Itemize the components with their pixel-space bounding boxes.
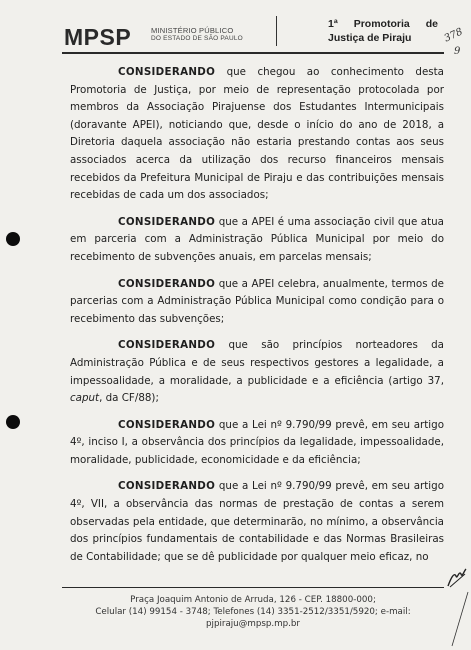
header-rule: [62, 52, 444, 54]
paragraph-4: [70, 337, 444, 407]
paragraph-lead: CONSIDERANDO: [118, 277, 216, 290]
footer-address: Praça Joaquim Antonio de Arruda, 126 - CEP. 18800-000;: [130, 595, 376, 605]
paragraph-lead: CONSIDERANDO: [118, 480, 216, 493]
paragraph-1: [70, 64, 444, 205]
promotoria-word: Promotoria: [353, 18, 410, 30]
paragraph-lead: CONSIDERANDO: [118, 66, 216, 78]
paragraph-3: [70, 276, 444, 329]
paragraph-tail: , da CF/88);: [99, 392, 159, 405]
paragraph-text: que chegou ao conhecimento desta Promotoria de Justiça, por meio de representação protocolada por membros da Associação Pirajuense dos Estudantes Intermunicipais (doravante APEI), noticiando que, desde o início do ano de 2018, a Diretoria daquela associação não estaria prestando contas aos seus associados acerca da utilização dos recurso financeiros mensais recebidos da Prefeitura Municipal de Piraju e das contribuições mensais recebidas de cada um dos associados;: [70, 66, 444, 202]
footer: [62, 594, 444, 630]
signature-initials: [445, 566, 469, 590]
footer-rule: [62, 587, 444, 588]
handwritten-page-number: 378: [442, 26, 465, 45]
handwritten-mark: 9: [454, 46, 461, 57]
paragraph-text: que a APEI é uma associação civil que atua em parceria com a Administração Pública Municipal por meio do recebimento de subvenções anuais, em parcelas mensais;: [70, 215, 444, 263]
paragraph-2: [70, 214, 444, 267]
promotoria-de: de: [425, 18, 438, 30]
paragraph-lead: CONSIDERANDO: [118, 339, 216, 352]
promotoria-city: Justiça de Piraju: [328, 32, 412, 44]
paragraph-lead: CONSIDERANDO: [118, 215, 216, 228]
footer-email: pjpiraju@mpsp.mp.br: [206, 619, 300, 629]
header-divider: [276, 16, 277, 46]
paragraph-text: que a Lei nº 9.790/99 prevê, em seu artigo 4º, VII, a observância das normas de prestação de contas a serem observadas pela entidade, que determinarão, no mínimo, a observância dos princípios fundamentais de contabilidade e das Normas Brasileiras de Contabilidade; que se dê publicidade por qualquer meio eficaz, no: [70, 480, 444, 563]
promotoria-ordinal: 1ª: [328, 18, 338, 30]
org-line1: MINISTÉRIO PÚBLICO: [151, 26, 234, 35]
org-name: [151, 27, 243, 43]
paragraph-5: [70, 417, 444, 470]
paragraph-italic: caput: [70, 392, 100, 405]
margin-scribble: [448, 590, 470, 650]
org-line2: DO ESTADO DE SÃO PAULO: [151, 35, 243, 42]
punch-hole: [6, 415, 20, 429]
document-body: [70, 64, 444, 575]
paragraph-text: que a Lei nº 9.790/99 prevê, em seu artigo 4º, inciso I, a observância dos princípios da legalidade, impessoalidade, moralidade, publicidade, economicidade e da eficiência;: [70, 418, 444, 466]
footer-phones: Celular (14) 99154 - 3748; Telefones (14) 3351-2512/3351/5920; e-mail:: [95, 607, 411, 617]
promotoria-heading: [328, 17, 438, 45]
paragraph-lead: CONSIDERANDO: [118, 418, 216, 431]
mpsp-logo: MPSP: [64, 24, 132, 50]
paragraph-6: [70, 478, 444, 566]
punch-hole: [6, 232, 20, 246]
paragraph-text: que são princípios norteadores da Administração Pública e de seus respectivos gestores a legalidade, a impessoalidade, a moralidade, a publicidade e a eficiência (artigo 37,: [70, 339, 444, 387]
paragraph-text: que a APEI celebra, anualmente, termos de parcerias com a Administração Pública Municipal como condição para o recebimento das subvenções;: [70, 277, 444, 325]
